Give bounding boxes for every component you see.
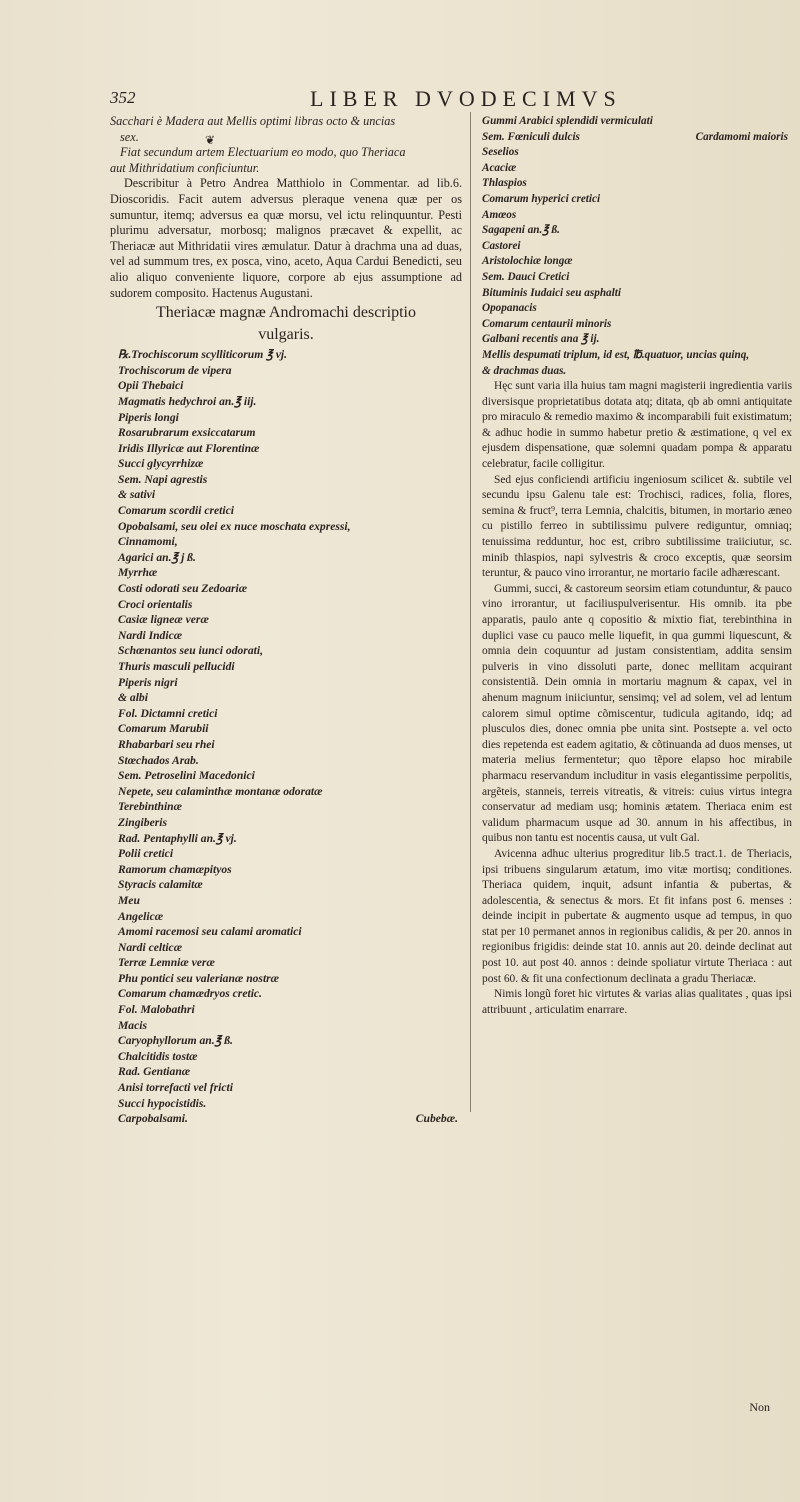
ingredient: Nardi celticæ [118,940,183,954]
ingredient-pair [110,1111,462,1127]
ingredient: Sem. Dauci Cretici [482,270,570,283]
ingredient: Anisi torrefacti vel fricti [118,1081,233,1095]
ingredient: Schœnantos seu iunci odorati, [118,644,263,658]
ingredient: Costi odorati seu Zedoariæ [118,582,248,596]
section-heading: Theriacæ magnæ Andromachi descriptio [156,304,416,322]
ingredient: Bituminis Iudaici seu asphalti [482,286,621,299]
column-divider [470,112,471,1112]
ingredient: Sagapeni an.℥ ß. [482,224,560,237]
ingredient: Macis [118,1018,147,1032]
ingredient: Chalcitidis tostæ [118,1049,198,1063]
ingredient: Comarum chamædryos cretic. [118,987,262,1001]
body-paragraph: Sed ejus conficiendi artificiu ingeniosum scilicet &. subtile vel secundu ipsu Galenu tale est: Trochisci, radices, folia, flores, semina & fruct⁹, terra Lemnia, chalcitis, bitumen, in mortario æneo cu pistillo ferreo in subtilissimu pulvere rediguntur, omniaq; tenuissima redduntur, hoc est, cribro subtilissime traiiciutur, sc. minib thlaspios, napi sylvestris & croco exceptis, quæ seorsim teruntur, & pauco vino irrorantur, ne mortario facile adhærescant. [482,473,792,580]
ingredient: Terræ Lemniæ veræ [118,956,215,970]
ingredient: Fol. Malobathri [118,1003,195,1017]
body-paragraph: Avicenna adhuc ulterius progreditur lib.5 tract.1. de Theriacis, ipsi tribuens singularum ætatum, imo vitæ mortisq; conditiones. Theriaca quidem, inquit, adsunt infantia & pubertas, & adolescentia, & senectus & mors. Et fit infans post 6. menses : deinde incipit in pubertate & augmento usque ad tempus, in quo stat per 10 permanet annos in regionibus calidis, & per 20. annos in regionibus frigidis: deinde stat 10. annis aut 20. deinde declinat aut post 10. aut post 40. annos : deinde spoliatur virtute Theriaca : aut post 60. & fit una confectionum declinata a gradu Theriacæ. [482,847,792,985]
ingredient: Rad. Gentianæ [118,1065,191,1079]
ingredient: Piperis nigri [118,675,178,689]
catchword: Non [749,1400,770,1414]
page-header [110,86,770,114]
ingredient: Aristolochiæ longæ [482,255,573,268]
ingredient: Nepete, seu calaminthæ montanæ odoratæ [118,784,323,798]
ingredient: Iridis Illyricæ aut Florentinæ [118,441,260,455]
ingredient: Myrrhæ [118,566,158,580]
ingredient: Succi glycyrrhizæ [118,457,204,471]
ingredient: Opopanacis [482,302,537,315]
ingredient: Comarum centaurii minoris [482,317,612,330]
intro-line: Sacchari è Madera aut Mellis optimi libras octo & uncias [110,114,396,128]
ingredient: Succi hypocistidis. [118,1096,207,1110]
ingredient: Comarum scordii cretici [118,504,234,518]
ingredient: Cardamomi maioris [695,130,788,143]
ingredient: Caryophyllorum an.℥ ß. [118,1034,233,1048]
ingredient: Fol. Dictamni cretici [118,706,218,720]
ingredient-list [482,145,792,379]
ingredient: Polii cretici [118,847,174,861]
ingredient: Amœos [482,208,517,221]
commentary-paragraph: Describitur à Petro Andrea Matthiolo in Commentar. ad lib.6. Dioscoridis. Facit autem adversus pleraque venena quæ per os sumuntur, itemq; adversus ea quæ morsu, vel ictu relinquuntur. Pesti plurimu adversatur, morbosq; malignos præcavet & expellit, ac Theriacæ aut Mithridatii vires æmulatur. Datur à drachma una ad duas, vel ad summum tres, ex posca, vino, aceto, Aqua Cardui Benedicti, seu alio aliquo conveniente liquore, corpore ab ejus assumptione ad sudorem composito. Hactenus Augustani. [110,176,462,300]
ingredient: Opobalsami, seu olei ex nuce moschata expressi, [118,519,351,533]
page-number: 352 [110,88,136,107]
ingredient: Piperis longi [118,410,179,424]
ingredient: Seselios [482,146,519,159]
ingredient: Trochiscorum de vipera [118,363,232,377]
ingredient: Styracis calamitæ [118,878,203,892]
ingredient: Comarum Marubii [118,722,209,736]
ingredient: Sem. Fœniculi dulcis [482,130,580,143]
ingredient: Meu [118,893,140,907]
ingredient: Croci orientalis [118,597,193,611]
ingredient: ℞.Trochiscorum scylliticorum ℥ vj. [118,348,287,362]
ingredient: Comarum hyperici cretici [482,192,601,205]
ingredient: Stœchados Arab. [118,753,199,767]
ingredient: Cinnamomi, [118,535,178,549]
section-heading-sub: vulgaris. [258,326,314,344]
ingredient: Zingiberis [118,815,167,829]
ingredient: Magmatis hedychroi an.℥ iij. [118,394,257,408]
ingredient: Thlaspios [482,177,527,190]
ingredient: Angelicæ [118,909,164,923]
ingredient-list [110,347,462,1111]
intro-line: sex. [120,129,139,144]
ingredient: Ramorum chamæpityos [118,862,232,876]
ingredient: Amomi racemosi seu calami aromatici [118,925,302,939]
paragraph-list [482,379,792,1018]
ingredient: Opii Thebaici [118,379,184,393]
body-paragraph: Nimis longũ foret hic virtutes & varias alias qualitates , quas ipsi attribuunt , articulatim enarrare. [482,988,792,1016]
ingredient: Sem. Petroselini Macedonici [118,769,255,783]
body-paragraph: Hęc sunt varia illa huius tam magni magisterii ingredientia variis diversisque proprietatibus dotata atq; ditata, qb ab omni antiquitate pro miraculo & remedio maximo & incomparabili fuit existimatum; & adhuc hodie in summo habetur pretio & æstimatione, q vel ex ejusdem dispensatione, quæ solemni quadam pompa & apparatu celebratur, facile colligitur. [482,380,792,471]
ingredient: Gummi Arabici splendidi vermiculati [482,115,653,127]
ingredient: & sativi [118,488,156,502]
ingredient: Cubebæ. [415,1112,458,1126]
ingredient: Phu pontici seu valerianæ nostræ [118,971,280,985]
ingredient: Carpobalsami. [118,1112,188,1126]
ingredient: Galbani recentis ana ℥ ij. [482,333,600,346]
ingredient: Sem. Napi agrestis [118,472,208,486]
ingredient: Rad. Pentaphylli an.℥ vj. [118,831,237,845]
ingredient: Castorei [482,239,521,252]
ingredient: Casiæ ligneæ veræ [118,613,209,627]
ingredient: Agarici an.℥ j ß. [118,550,196,564]
running-head: LIBER DVODECIMVS [310,86,622,111]
ingredient: Nardi Indicæ [118,628,183,642]
intro-line: Fiat secundum artem Electuarium eo modo, quo Theriaca [120,145,406,160]
ingredient: & albi [118,691,148,705]
intro-line: aut Mithridatium conficiuntur. [110,160,260,175]
ingredient: Rhabarbari seu rhei [118,737,215,751]
ingredient: Acaciæ [482,161,517,174]
left-column [110,114,462,1127]
right-column [482,114,792,1018]
ingredient: Terebinthinæ [118,800,182,814]
ingredient-pair [482,130,792,146]
ingredient: Mellis despumati triplum, id est, ℔.quatuor, uncias quinq, [482,348,750,361]
ingredient: & drachmas duas. [482,364,567,377]
ingredient: Thuris masculi pellucidi [118,660,235,673]
ingredient: Rosarubrarum exsiccatarum [118,426,256,440]
fleuron-mark: ❦ [205,133,216,147]
body-paragraph: Gummi, succi, & castoreum seorsim etiam cotunduntur, & pauco vino irrorantur, ut faciliuspulverisentur. His omnib. ita pbe apparatis, paulo ante q copositio & mixtio fiat, terebinthina in duplici vase cu pauco melle liquefit, in qua gummi liquescunt, & omnia dein coquuntur ad justam consistentiam, addita sensim pulveris in vino dissoluti parte, donec mellitam acquirant consistentiã. Dein omnia in mortariu magnum & capax, vel in ahenum magnum iniiciuntur, sensimq; vel ad solem, vel ad lentum calorem simul optime cõmiscentur, tudicula agitando, idq; ad plusculos dies, donec omnia pbe unita sint. Postsepte a. vel octo dies repetenda est eadem agitatio, & cõtinuanda ad duos menses, ut materia melius fermentetur; quo tẽpore elapso hoc mirabile pharmacu reservandum includitur in vasis elegantissime perpolitis, argẽteis, stanneis, terreis vitreatis, & vitreis: cuius virtus integra conservatur ad mediam usq; hominis ætatem. Theriaca enim est validum pharmacum usque ad 30. annum in his affectibus, in quibus non tantu est nocentis causa, ut vult Gal. [482,582,792,845]
